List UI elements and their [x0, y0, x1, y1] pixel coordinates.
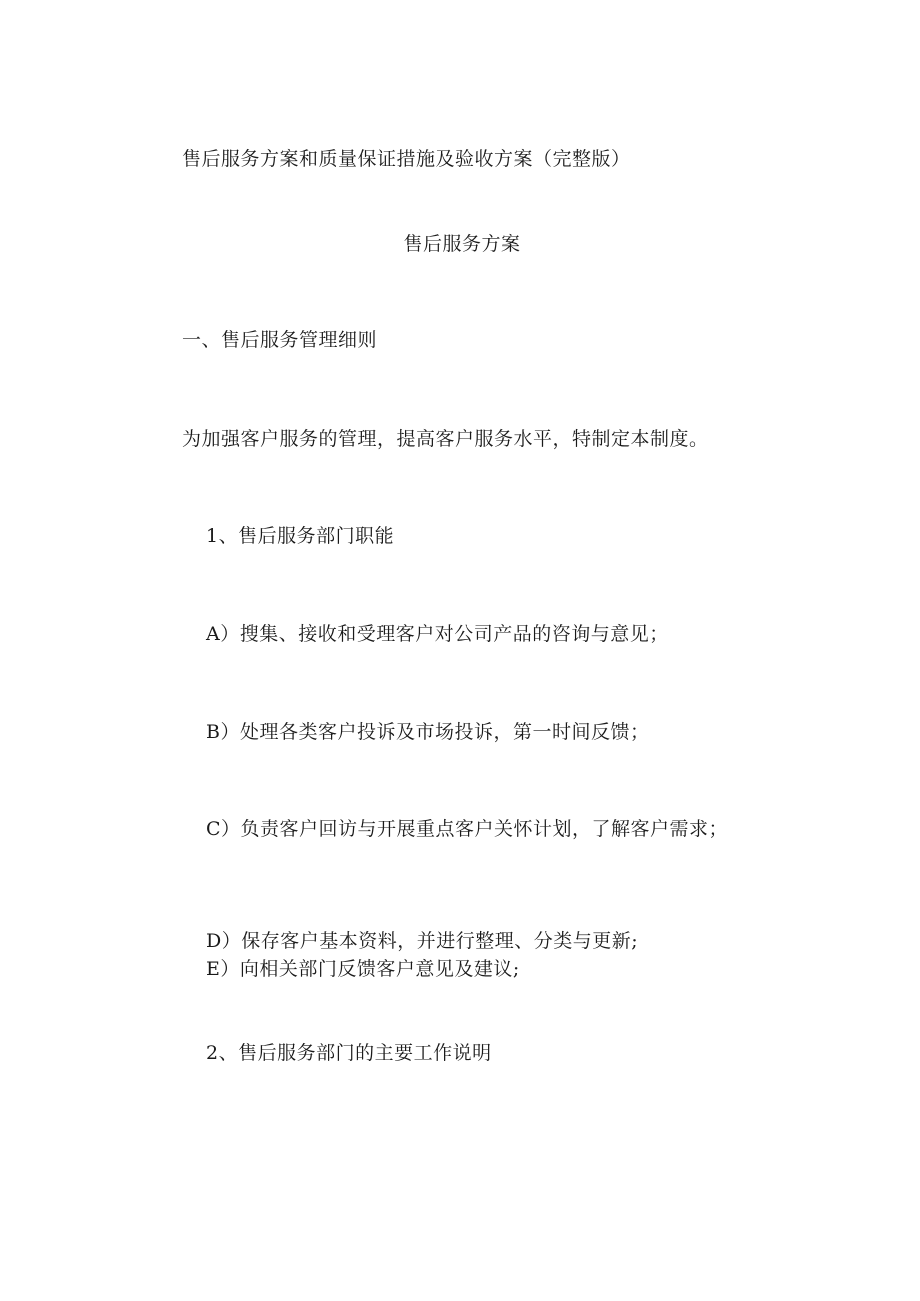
- list-item: D）保存客户基本资料，并进行整理、分类与更新;: [206, 930, 639, 952]
- list-item: E）向相关部门反馈客户意见及建议;: [206, 958, 520, 980]
- list-item: A）搜集、接收和受理客户对公司产品的咨询与意见；: [206, 623, 669, 645]
- section-heading: 售后服务方案: [403, 233, 521, 255]
- part-heading: 一、售后服务管理细则: [182, 329, 378, 351]
- list-item: C）负责客户回访与开展重点客户关怀计划，了解客户需求；: [206, 818, 729, 840]
- list-item: B）处理各类客户投诉及市场投诉，第一时间反馈；: [206, 721, 650, 743]
- subsection-heading: 2、售后服务部门的主要工作说明: [206, 1042, 492, 1064]
- subsection-heading: 1、售后服务部门职能: [206, 525, 395, 547]
- intro-paragraph: 为加强客户服务的管理，提高客户服务水平，特制定本制度。: [182, 428, 709, 450]
- document-title: 售后服务方案和质量保证措施及验收方案（完整版）: [182, 148, 631, 170]
